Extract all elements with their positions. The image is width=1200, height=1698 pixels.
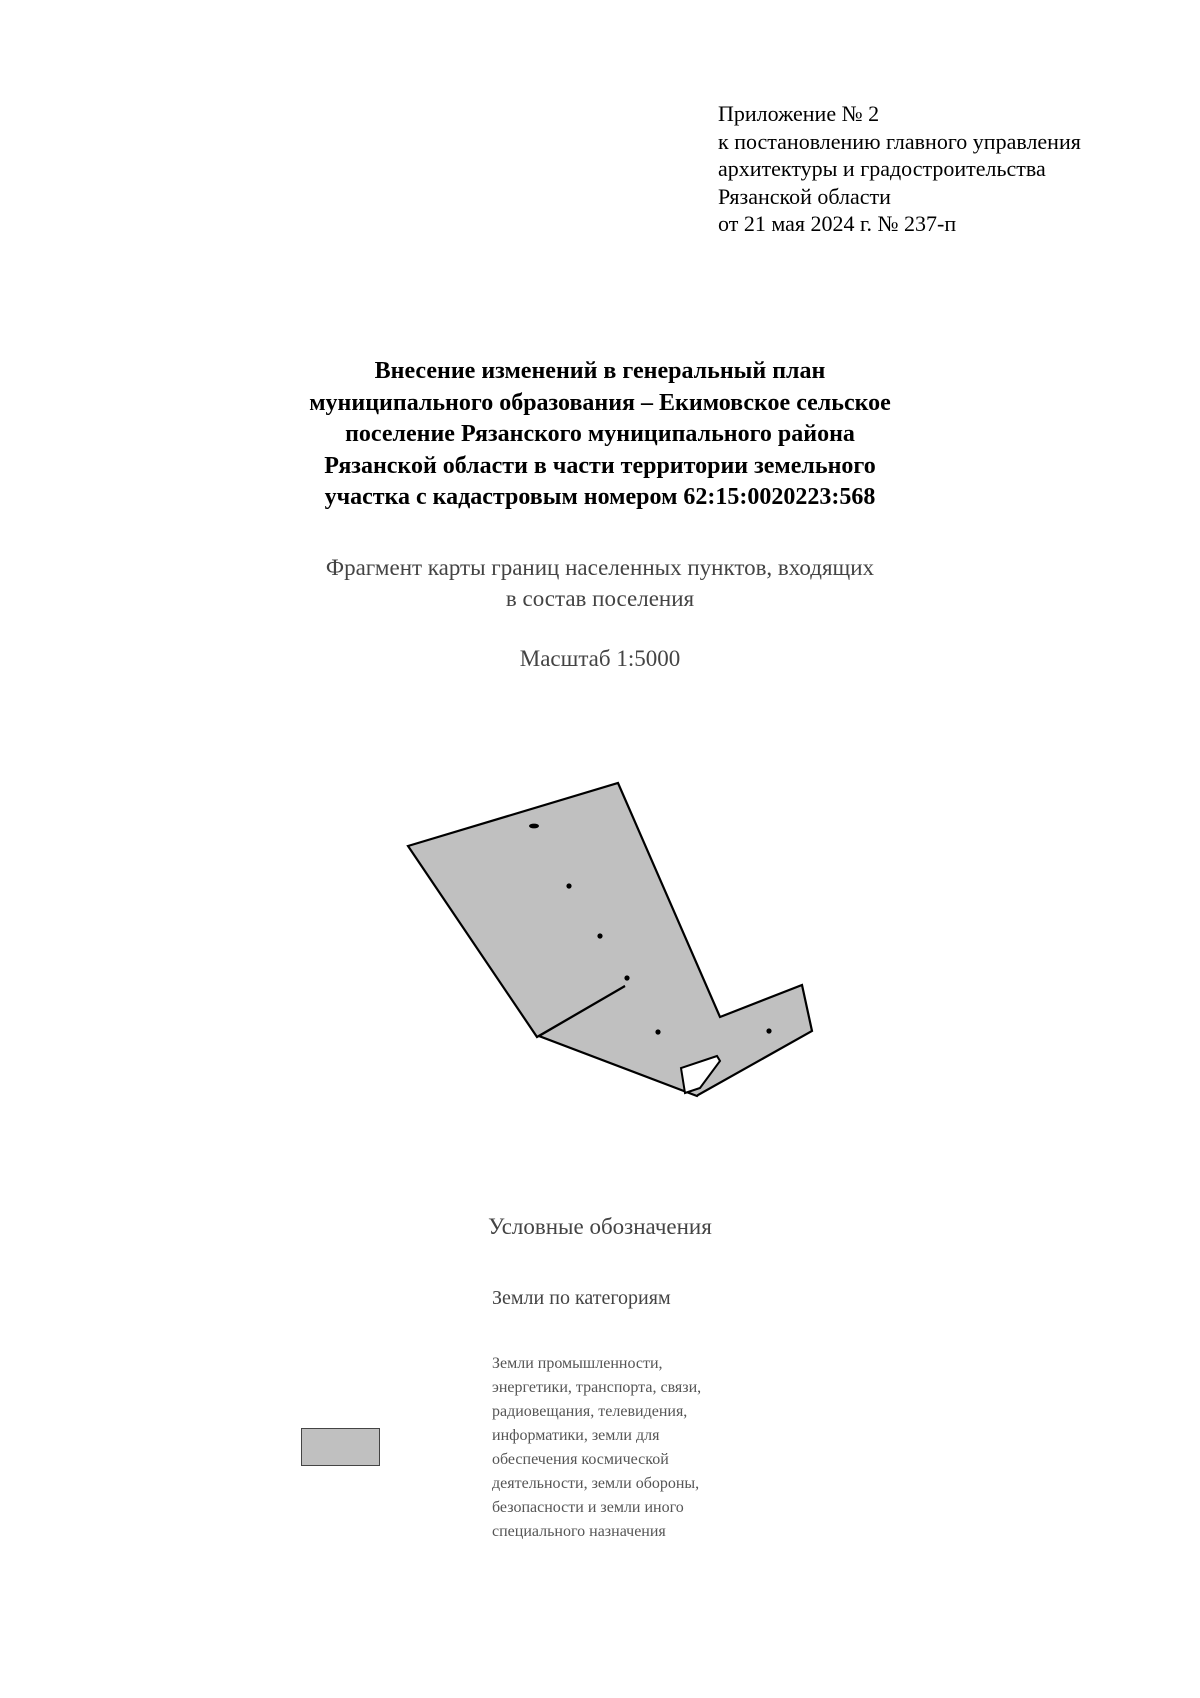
- parcel-exclusion: [681, 1056, 720, 1093]
- parcel-marker: [624, 975, 629, 980]
- legend-description-line: Земли промышленности,: [492, 1355, 663, 1372]
- title-line: участка с кадастровым номером 62:15:0020223:568: [324, 484, 876, 510]
- legend-description: [492, 1352, 792, 1544]
- parcel-marker: [597, 933, 602, 938]
- parcel-marker: [655, 1029, 660, 1034]
- legend-swatch: [301, 1428, 380, 1466]
- annex-line: от 21 мая 2024 г. № 237-п: [718, 211, 957, 236]
- legend-description-line: энергетики, транспорта, связи,: [492, 1379, 702, 1396]
- map-subtitle: [150, 552, 1050, 614]
- legend-title: Условные обозначения: [488, 1214, 712, 1239]
- legend-description-line: информатики, земли для: [492, 1427, 660, 1444]
- document-title: [150, 356, 1050, 514]
- annex-line: Рязанской области: [718, 183, 891, 209]
- land-parcel: [408, 783, 812, 1096]
- annex-line: к постановлению главного управления: [718, 128, 1081, 154]
- parcel-marker: [766, 1028, 771, 1033]
- legend-description-line: специального назначения: [492, 1523, 666, 1540]
- legend-description-line: обеспечения космической: [492, 1451, 669, 1468]
- title-line: поселение Рязанского муниципального района: [345, 421, 855, 447]
- annex-line: Приложение № 2: [718, 101, 880, 126]
- legend-description-line: деятельности, земли обороны,: [492, 1475, 700, 1492]
- parcel-marker: [566, 883, 571, 888]
- legend-description-line: радиовещания, телевидения,: [492, 1403, 688, 1420]
- legend-description-line: безопасности и земли иного: [492, 1499, 684, 1516]
- annex-header: [718, 100, 1178, 238]
- map-scale: Масштаб 1:5000: [519, 646, 681, 671]
- legend-subtitle: Земли по категориям: [492, 1287, 671, 1309]
- subtitle-line: в состав поселения: [505, 586, 695, 611]
- title-line: муниципального образования – Екимовское сельское: [309, 389, 891, 416]
- parcel-marker: [529, 824, 539, 829]
- title-line: Внесение изменений в генеральный план: [374, 358, 826, 384]
- title-line: Рязанской области в части территории земельного: [324, 452, 876, 479]
- annex-line: архитектуры и градостроительства: [718, 156, 1046, 181]
- subtitle-line: Фрагмент карты границ населенных пунктов, входящих: [325, 555, 875, 580]
